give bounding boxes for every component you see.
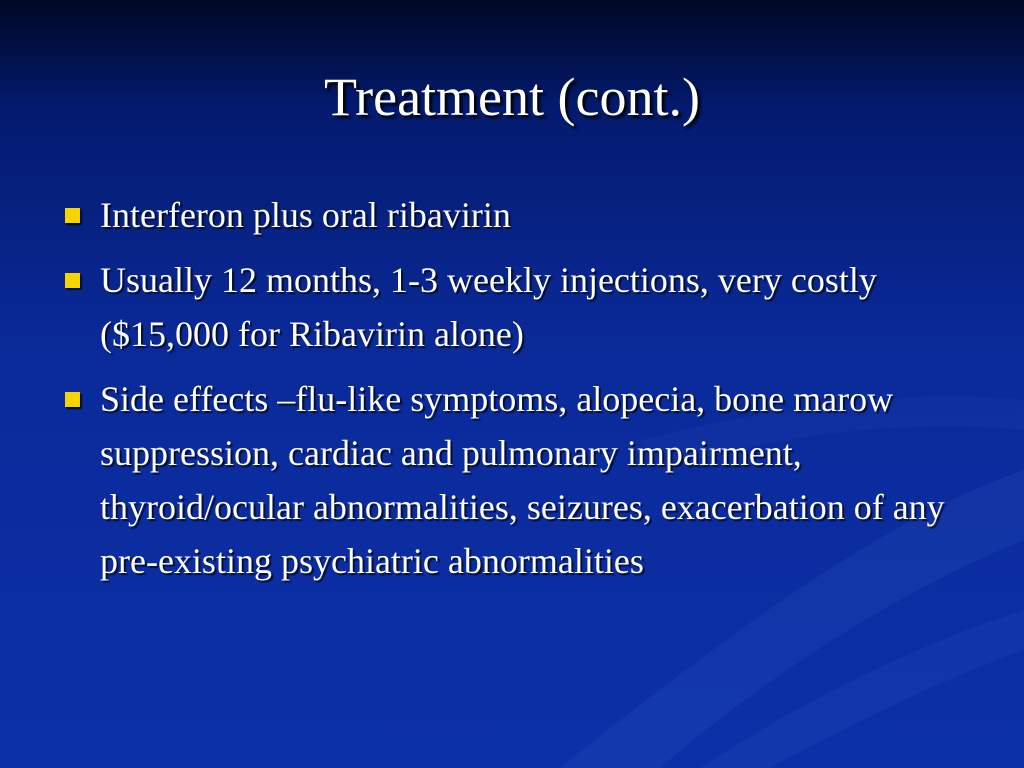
bullet-item	[60, 372, 960, 588]
square-bullet-icon	[65, 208, 80, 223]
bullet-item	[60, 253, 960, 361]
bullet-item	[60, 188, 960, 242]
bullet-text: Side effects –flu-like symptoms, alopecia, bone marow suppression, cardiac and pulmonary impairment, thyroid/ocular abnormalities, seizures, exacerbation of any pre-existing psychiatric abnormalities	[100, 379, 945, 581]
square-bullet-icon	[65, 392, 80, 407]
bullet-text: Usually 12 months, 1-3 weekly injections, very costly ($15,000 for Ribavirin alone)	[100, 260, 877, 354]
slide-title: Treatment (cont.)	[324, 67, 700, 127]
bullet-list	[60, 188, 960, 599]
bullet-text: Interferon plus oral ribavirin	[100, 195, 511, 235]
square-bullet-icon	[65, 273, 80, 288]
